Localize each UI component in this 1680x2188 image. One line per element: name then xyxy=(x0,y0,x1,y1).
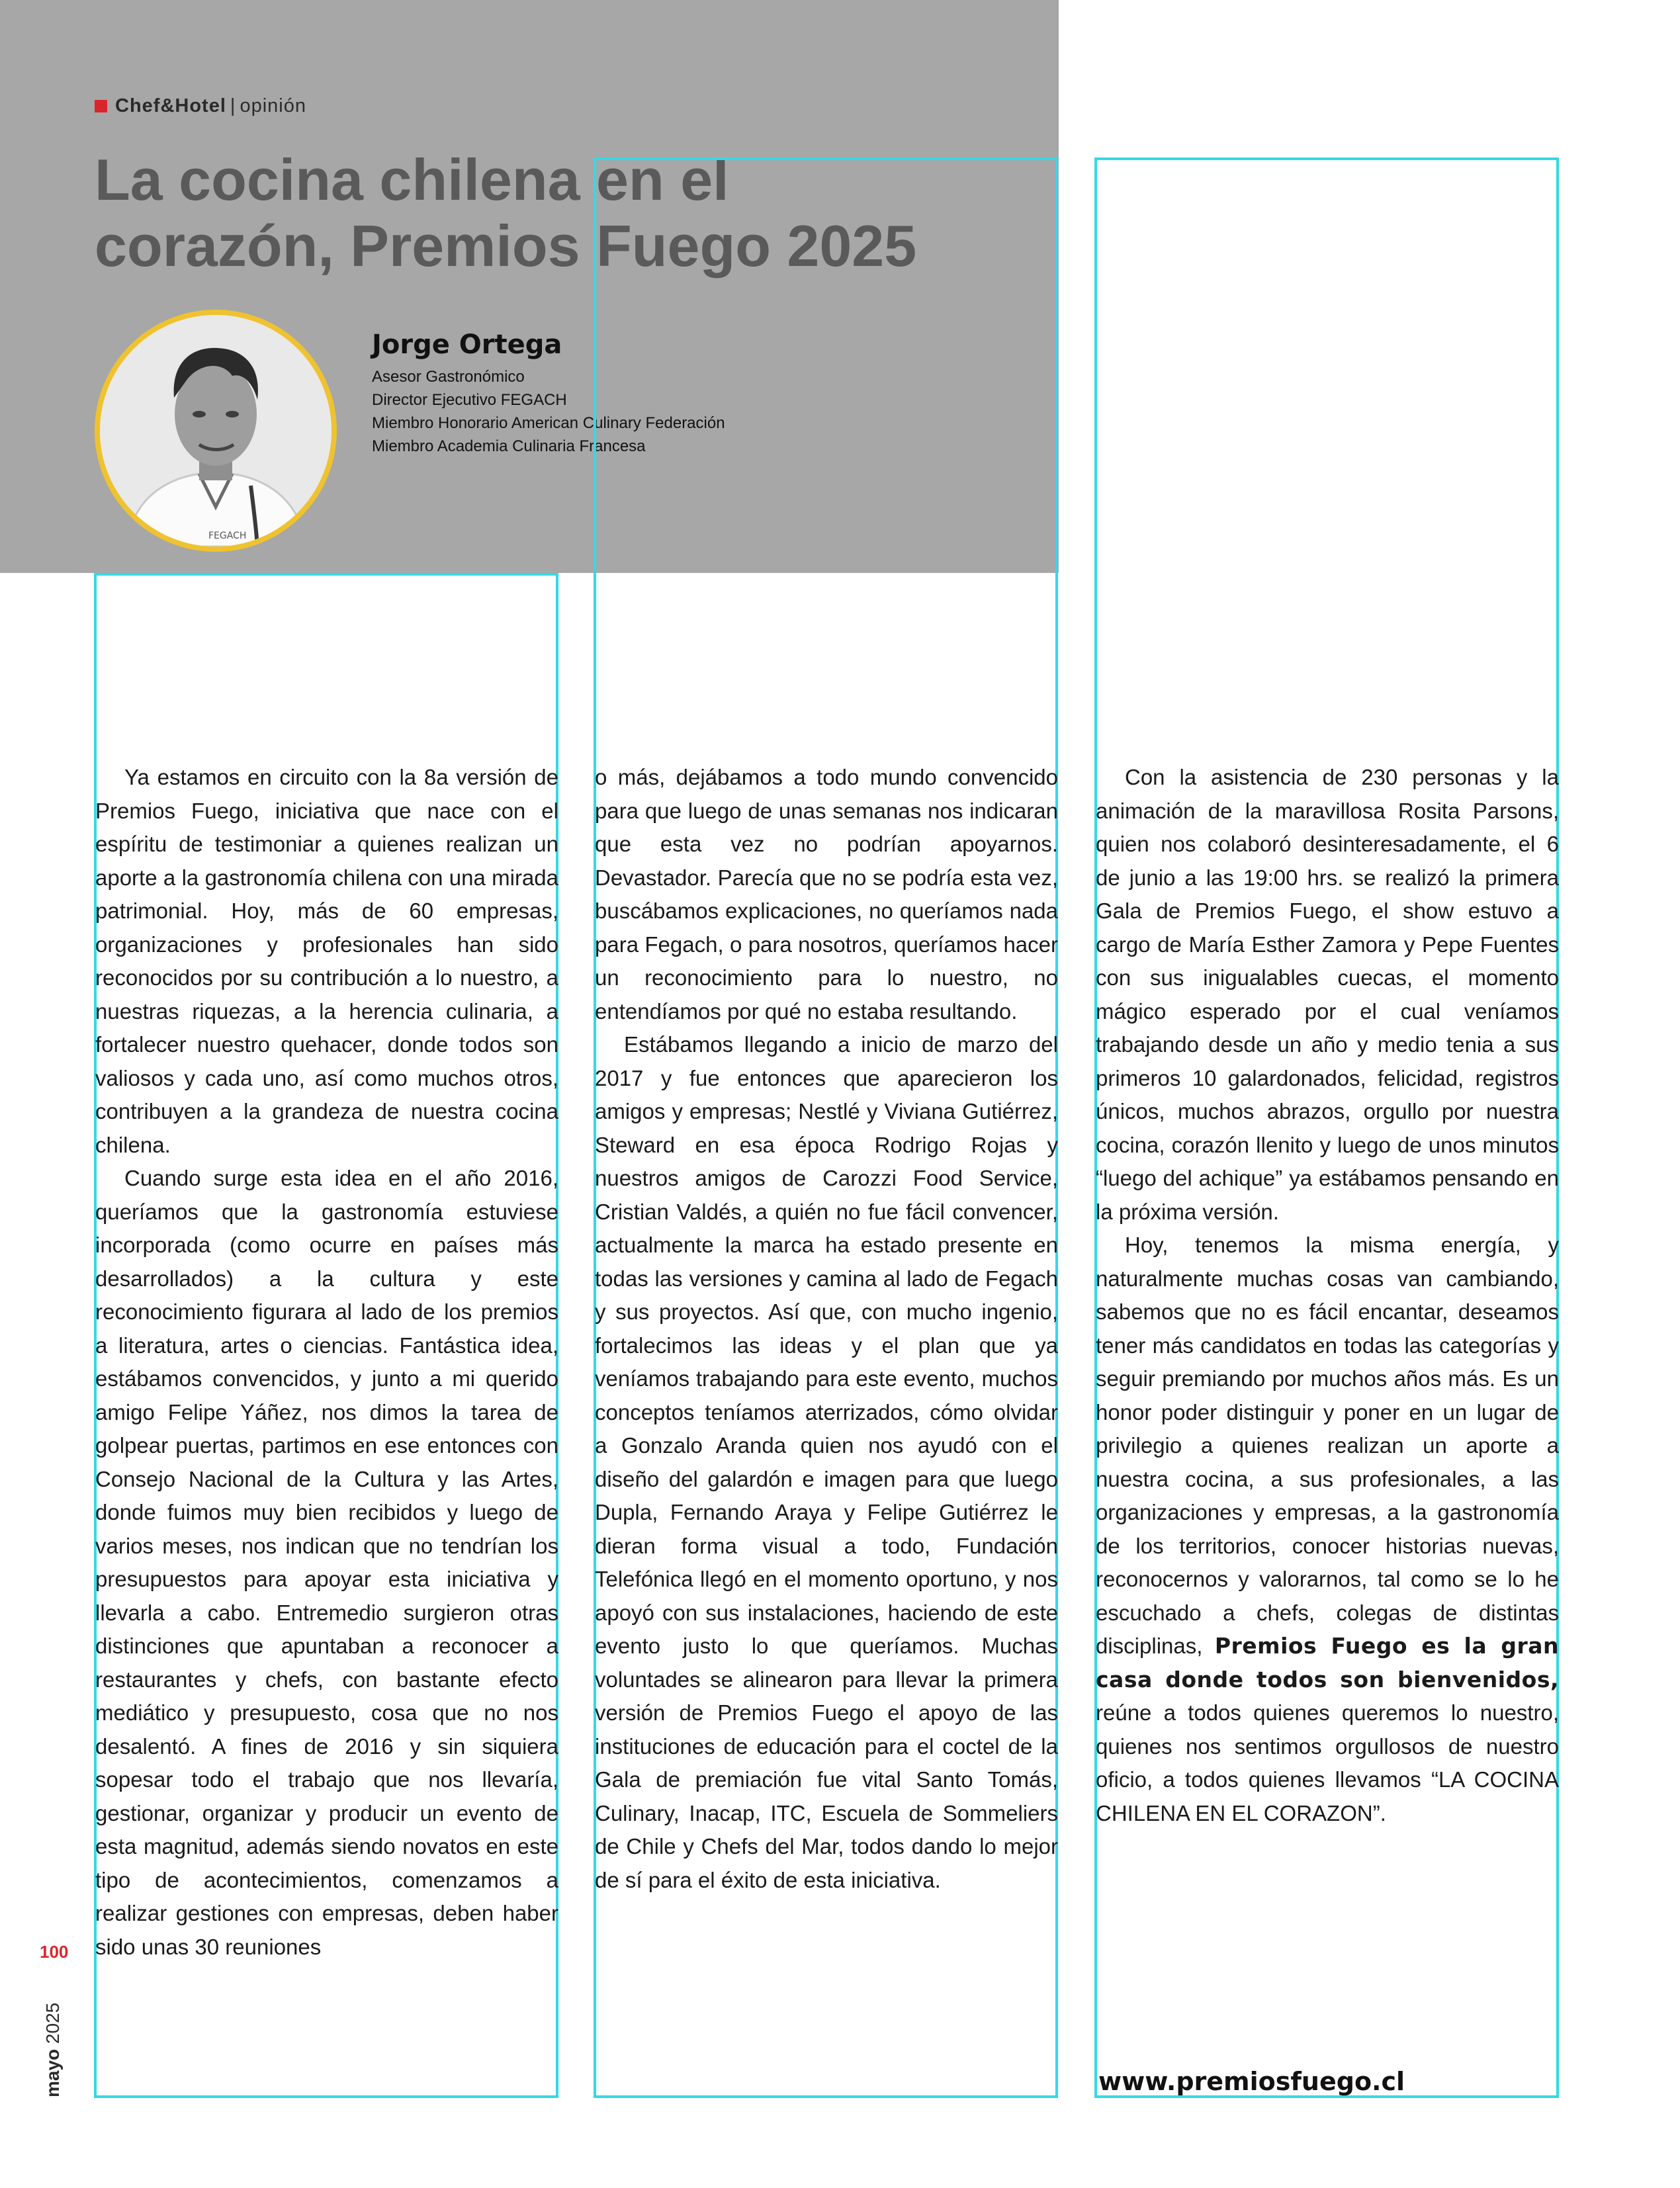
paragraph: Ya estamos en circuito con la 8a versión de Premios Fuego, iniciativa que nace con el espíritu de testimoniar a quienes realizan un aporte a la gastronomía chilena con una mirada patrimonial. Hoy, más de 60 empresas, organizaciones y profesionales han sido reconocidos por su contribución a lo nuestro, a nuestras riquezas, a la herencia culinaria, a fortalecer nuestro quehacer, donde todos son valiosos y cada uno, así como muchos otros, contribuyen a la grandeza de nuestra cocina chilena. xyxy=(95,765,558,1157)
paragraph: Estábamos llegando a inicio de marzo del 2017 y fue entonces que aparecieron los amigos y empresas; Nestlé y Viviana Gutiérrez, Steward en esa época Rodrigo Rojas y nuestros amigos de Carozzi Food Service, Cristian Valdés, a quién no fue fácil convencer, actualmente la marca ha estado presente en todas las versiones y camina al lado de Fegach y sus proyectos. Así que, con mucho ingenio, fortalecimos las ideas y el plan que ya veníamos trabajando para este evento, muchos conceptos teníamos aterrizados, cómo olvidar a Gonzalo Aranda quien nos ayudó con el diseño del galardón e imagen para que luego Dupla, Fernando Araya y Felipe Gutiérrez le dieran forma visual a todo, Fundación Telefónica llegó en el momento oportuno, y nos apoyó con sus instalaciones, haciendo de este evento justo lo que queríamos. Muchas voluntades se alinearon para llevar la primera versión de Premios Fuego el apoyo de las instituciones de educación para el coctel de la Gala de premiación fue vital Santo Tomás, Culinary, Inacap, ITC, Escuela de Sommeliers de Chile y Chefs del Mar, todos dando lo mejor de sí para el éxito de esta iniciativa. xyxy=(595,1032,1058,1892)
paragraph-text: reúne a todos quienes queremos lo nuestro, quienes nos sentimos orgullosos de nuestro oficio, a todos quienes llevamos “LA COCINA CHILENA EN EL CORAZON”. xyxy=(1096,1700,1559,1825)
article-column-1 xyxy=(95,761,558,2099)
author-role: Asesor Gastronómico xyxy=(372,368,525,386)
website-link[interactable]: www.premiosfuego.cl xyxy=(1098,2067,1405,2096)
paragraph: Con la asistencia de 230 personas y la animación de la maravillosa Rosita Parsons, quien nos colaboró desinteresadamente, el 6 de junio a las 19:00 hrs. se realizó la primera Gala de Premios Fuego, el show estuvo a cargo de María Esther Zamora y Pepe Fuentes con sus inigualables cuecas, el momento mágico esperado por el cual veníamos trabajando desde un año y medio tenia a sus primeros 10 galardonados, felicidad, registros únicos, muchos abrazos, orgullo por nuestra cocina, corazón llenito y luego de unos minutos “luego del achique” ya estábamos pensando en la próxima versión. xyxy=(1096,765,1559,1224)
issue-date xyxy=(42,2003,64,2097)
highlight-text: Premios Fuego es la gran casa donde todos son bienvenidos, xyxy=(1096,1633,1559,1692)
paragraph xyxy=(1096,1229,1559,1830)
section-label xyxy=(95,95,306,117)
section-separator: | xyxy=(230,95,236,116)
title-line-1: La cocina chilena en el xyxy=(95,147,729,212)
section-name: opinión xyxy=(240,95,306,116)
article-column-3 xyxy=(1096,761,1559,2018)
issue-month: mayo xyxy=(42,2048,63,2097)
svg-text:FEGACH: FEGACH xyxy=(208,531,247,541)
red-square-marker xyxy=(95,100,107,112)
paragraph: o más, dejábamos a todo mundo convencido para que luego de unas semanas nos indicaran que esta vez no podrían apoyarnos. Devastador. Parecía que no se podría esta vez, buscábamos explicaciones, no queríamos nada para Fegach, o para nosotros, queríamos hacer un reconocimiento para lo nuestro, no entendíamos por qué no estaba resultando. xyxy=(595,765,1058,1024)
issue-year: 2025 xyxy=(42,2002,63,2044)
title-line-2: corazón, Premios Fuego 2025 xyxy=(95,213,917,279)
paragraph-text: Hoy, tenemos la misma energía, y naturalmente muchas cosas van cambiando, sabemos que no es fácil encantar, deseamos tener más candidatos en todas las categorías y seguir premiando por muchos años más. Es un honor poder distinguir y poner en un lugar de privilegio a quienes realizan un aporte a nuestra cocina, a sus profesionales, a las organizaciones y empresas, a la gastronomía de los territorios, conocer historias nuevas, reconocernos y valorarnos, tal como se lo he escuchado a chefs, colegas de distintas disciplinas, xyxy=(1096,1233,1559,1658)
author-role: Director Ejecutivo FEGACH xyxy=(372,391,567,409)
section-brand: Chef&Hotel xyxy=(115,95,226,116)
paragraph: Cuando surge esta idea en el año 2016, queríamos que la gastronomía estuviese incorporada (como ocurre en países más desarrollados) a la cultura y este reconocimiento figurara al lado de los premios a literatura, artes o ciencias. Fantástica idea, estábamos convencidos, y junto a mi querido amigo Felipe Yáñez, nos dimos la tarea de golpear puertas, partimos en ese entonces con Consejo Nacional de la Cultura y las Artes, donde fuimos muy bien recibidos y luego de varios meses, nos indican que no tendrían los presupuestos para apoyar esta iniciativa y llevarla a cabo. Entremedio surgieron otras distinciones que apuntaban a reconocer a restaurantes y chefs, con bastante efecto mediático y presupuesto, cosa que no nos desalentó. A fines de 2016 y sin siquiera sopesar todo el trabajo que nos llevaría, gestionar, organizar y producir un evento de esta magnitud, además siendo novatos en este tipo de acontecimientos, comenzamos a realizar gestiones con empresas, deben haber sido unas 30 reuniones xyxy=(95,1166,558,1959)
author-name: Jorge Ortega xyxy=(372,329,562,360)
author-avatar xyxy=(95,310,337,552)
author-role: Miembro Academia Culinaria Francesa xyxy=(372,437,646,455)
author-portrait-icon xyxy=(100,315,332,547)
article-column-2 xyxy=(595,761,1058,2099)
page-number: 100 xyxy=(40,1942,69,1962)
author-role: Miembro Honorario American Culinary Federación xyxy=(372,414,725,432)
